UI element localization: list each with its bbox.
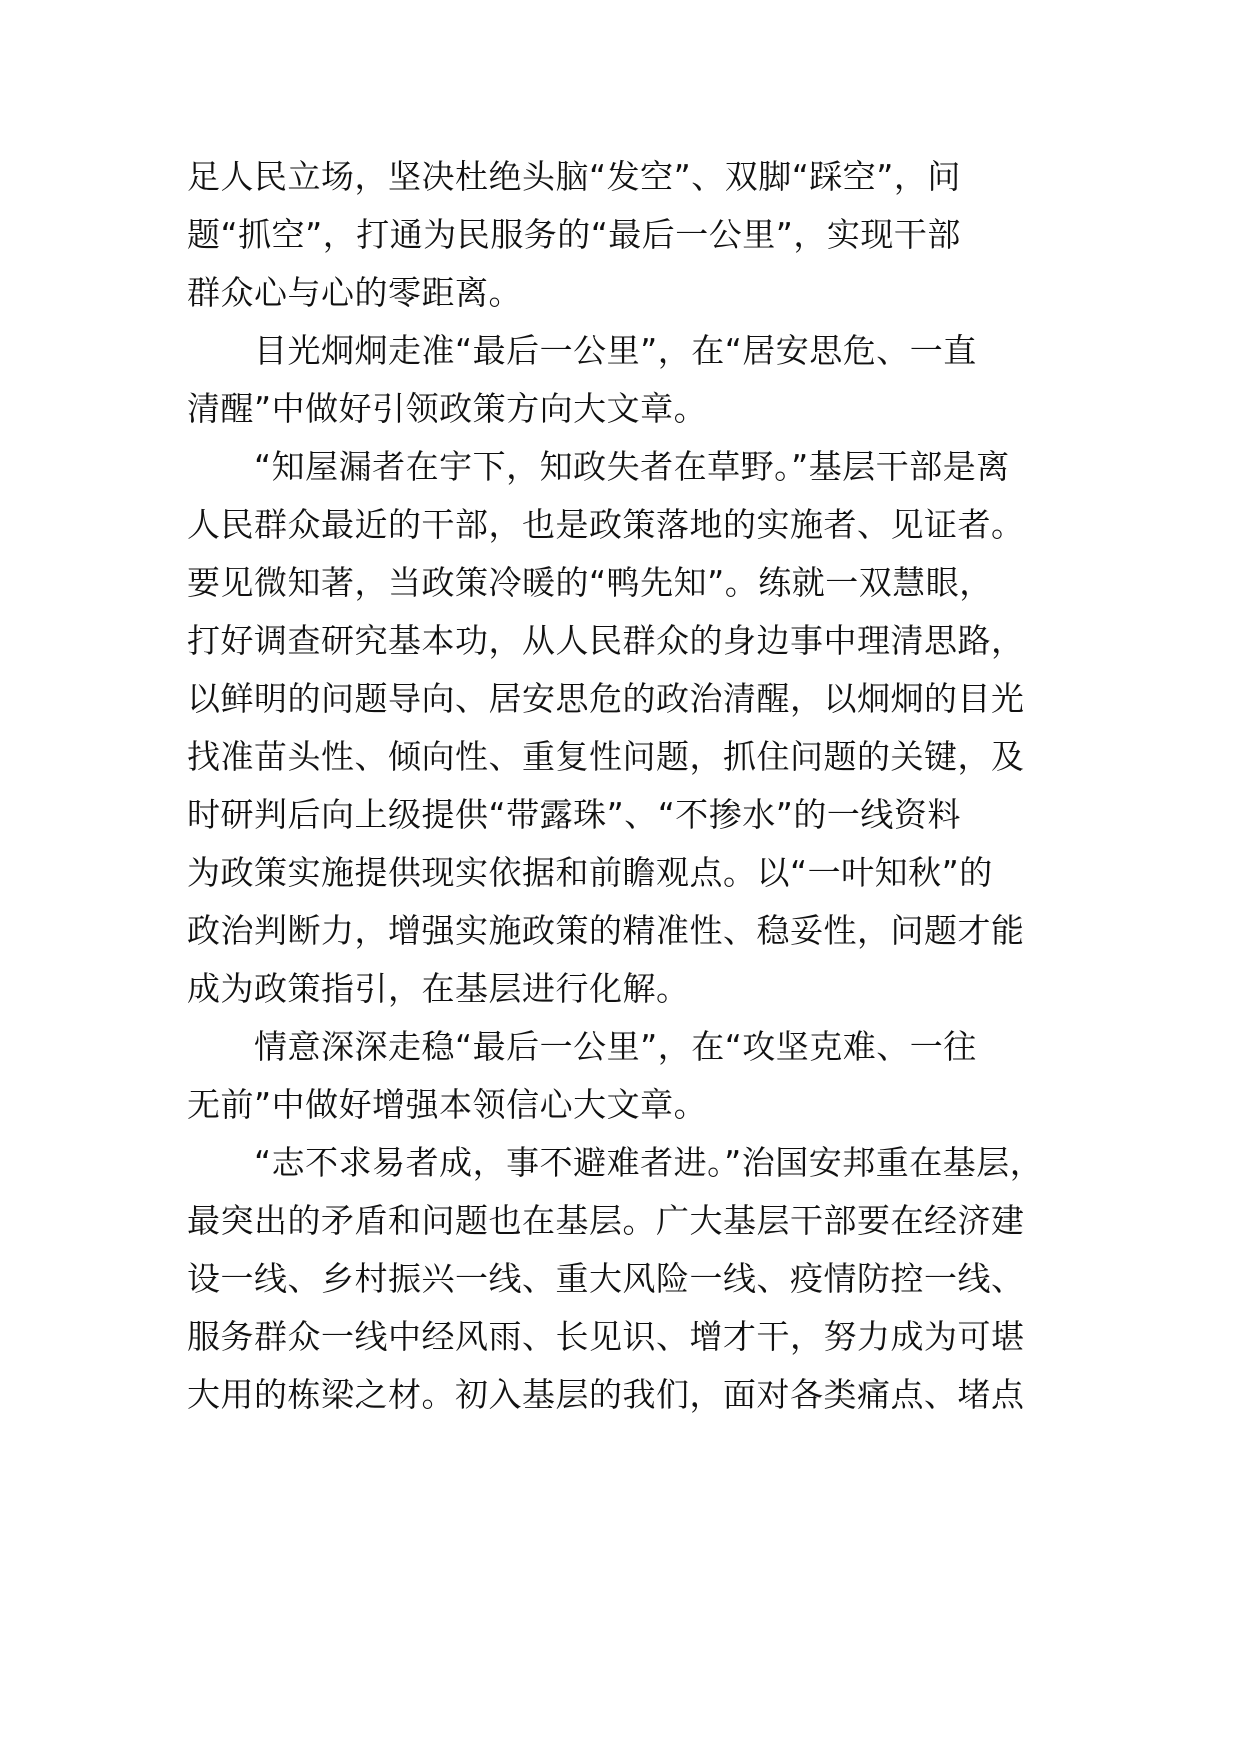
text-line: 时研判后向上级提供“带露珠”、“不掺水”的一线资料: [187, 795, 961, 834]
section-heading-line: 情意深深走稳“最后一公里”，在“攻坚克难、一往: [254, 1027, 977, 1066]
text-line: 最突出的矛盾和问题也在基层。广大基层干部要在经济建: [187, 1201, 1025, 1240]
text-line: “知屋漏者在宇下，知政失者在草野。”基层干部是离: [254, 447, 1010, 486]
text-line: 打好调查研究基本功，从人民群众的身边事中理清思路，: [187, 621, 1025, 660]
text-line: 以鲜明的问题导向、居安思危的政治清醒，以炯炯的目光: [187, 679, 1025, 718]
text-line: 人民群众最近的干部，也是政策落地的实施者、见证者。: [187, 505, 1025, 544]
text-line: 设一线、乡村振兴一线、重大风险一线、疫情防控一线、: [187, 1259, 1025, 1298]
text-line: 题“抓空”，打通为民服务的“最后一公里”，实现干部: [187, 215, 961, 254]
section-heading-line: 无前”中做好增强本领信心大文章。: [187, 1085, 708, 1124]
text-line: 要见微知著，当政策冷暖的“鸭先知”。练就一双慧眼，: [187, 563, 993, 602]
text-line: “志不求易者成，事不避难者进。”治国安邦重在基层，: [254, 1143, 1044, 1182]
text-line: 群众心与心的零距离。: [187, 273, 522, 312]
text-line: 大用的栋梁之材。初入基层的我们，面对各类痛点、堵点: [187, 1375, 1025, 1414]
text-line: 政治判断力，增强实施政策的精准性、稳妥性，问题才能: [187, 911, 1025, 950]
text-line: 服务群众一线中经风雨、长见识、增才干，努力成为可堪: [187, 1317, 1025, 1356]
section-heading-line: 目光炯炯走准“最后一公里”，在“居安思危、一直: [254, 331, 977, 370]
text-line: 成为政策指引，在基层进行化解。: [187, 969, 690, 1008]
text-line: 为政策实施提供现实依据和前瞻观点。以“一叶知秋”的: [187, 853, 993, 892]
text-line: 找准苗头性、倾向性、重复性问题，抓住问题的关键，及: [187, 737, 1025, 776]
section-heading-line: 清醒”中做好引领政策方向大文章。: [187, 389, 708, 428]
text-line: 足人民立场，坚决杜绝头脑“发空”、双脚“踩空”，问: [187, 157, 961, 196]
